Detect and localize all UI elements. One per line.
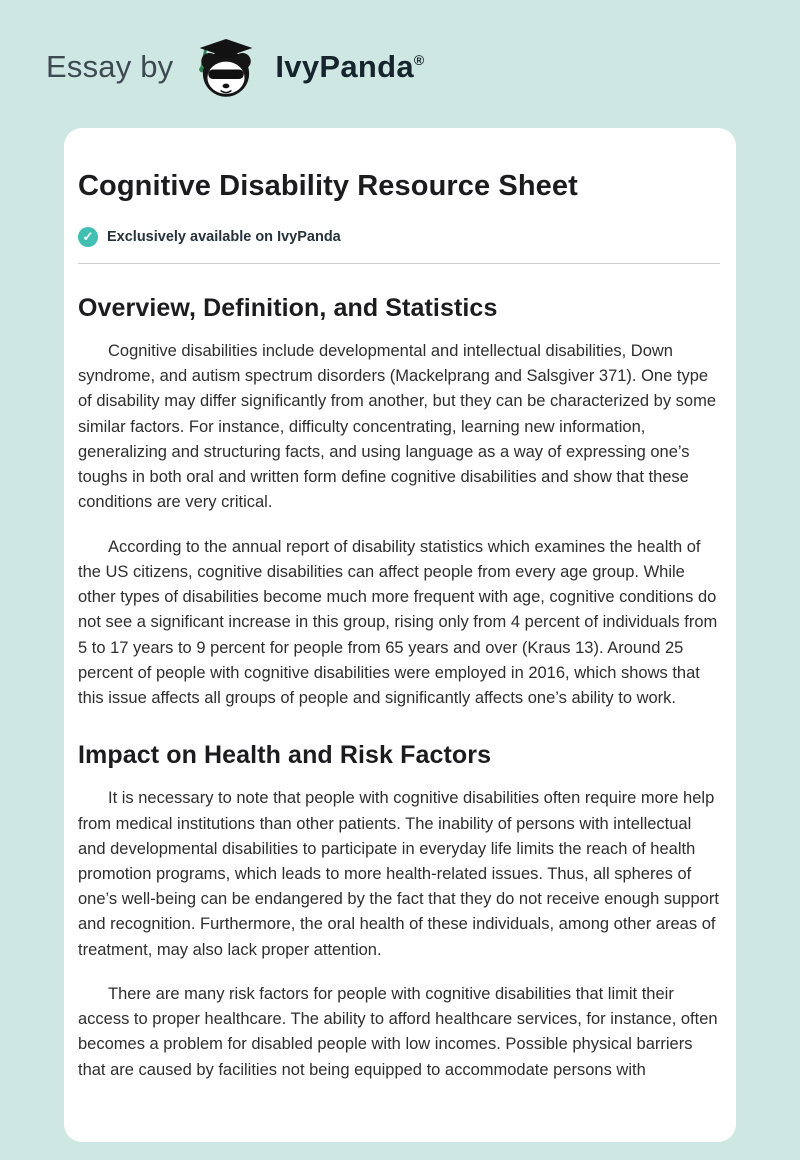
- divider: [78, 263, 720, 264]
- exclusive-badge: [78, 227, 720, 247]
- check-icon: ✓: [78, 227, 98, 247]
- section-heading-overview: Overview, Definition, and Statistics: [78, 294, 498, 322]
- page-header: [0, 0, 800, 126]
- page-title: Cognitive Disability Resource Sheet: [78, 170, 578, 202]
- registered-mark: ®: [413, 52, 425, 68]
- brand-name: [275, 49, 424, 85]
- essay-card: [64, 128, 736, 1142]
- paragraph: According to the annual report of disability statistics which examines the health of the US citizens, cognitive disabilities can affect people from every age group. While other types of disabilities become much more frequent with age, cognitive conditions do not see a significant increase in this group, rising only from 4 percent of individuals from 5 to 17 years to 9 percent for people from 65 years and over (Kraus 13). Around 25 percent of people with cognitive disabilities were employed in 2016, which shows that this issue affects all groups of people and significantly affects one’s ability to work.: [78, 537, 718, 708]
- ivypanda-logo-icon: [189, 34, 263, 100]
- paragraph: There are many risk factors for people with cognitive disabilities that limit their access to proper healthcare. The ability to afford healthcare services, for instance, often becomes a problem for disabled people with low incomes. Possible physical barriers that are caused by facilities not being equipped to accommodate persons with: [78, 984, 718, 1079]
- paragraph: Cognitive disabilities include developmental and intellectual disabilities, Down syndrome, and autism spectrum disorders (Mackelprang and Salsgiver 371). One type of disability may differ significantly from another, but they can be characterized by some similar factors. For instance, difficulty concentrating, learning new information, generalizing and structuring facts, and using language as a way of expressing one’s toughs in both oral and written form define cognitive disabilities and show that these conditions are very critical.: [78, 342, 717, 512]
- section-heading-impact: Impact on Health and Risk Factors: [78, 741, 492, 770]
- paragraph: It is necessary to note that people with cognitive disabilities often require more help from medical institutions than other patients. The inability of persons with intellectual and developmental disabilities to participate in everyday life limits the reach of health promotion programs, which leads to more health-related issues. Thus, all spheres of one’s well-being can be endangered by the fact that they do not receive enough support and recognition. Furthermore, the oral health of these individuals, among other areas of treatment, may also lack proper attention.: [78, 789, 719, 959]
- essay-by-label: Essay by: [46, 49, 174, 84]
- exclusive-badge-label: Exclusively available on IvyPanda: [107, 229, 341, 245]
- brand-text: IvyPanda: [275, 49, 414, 84]
